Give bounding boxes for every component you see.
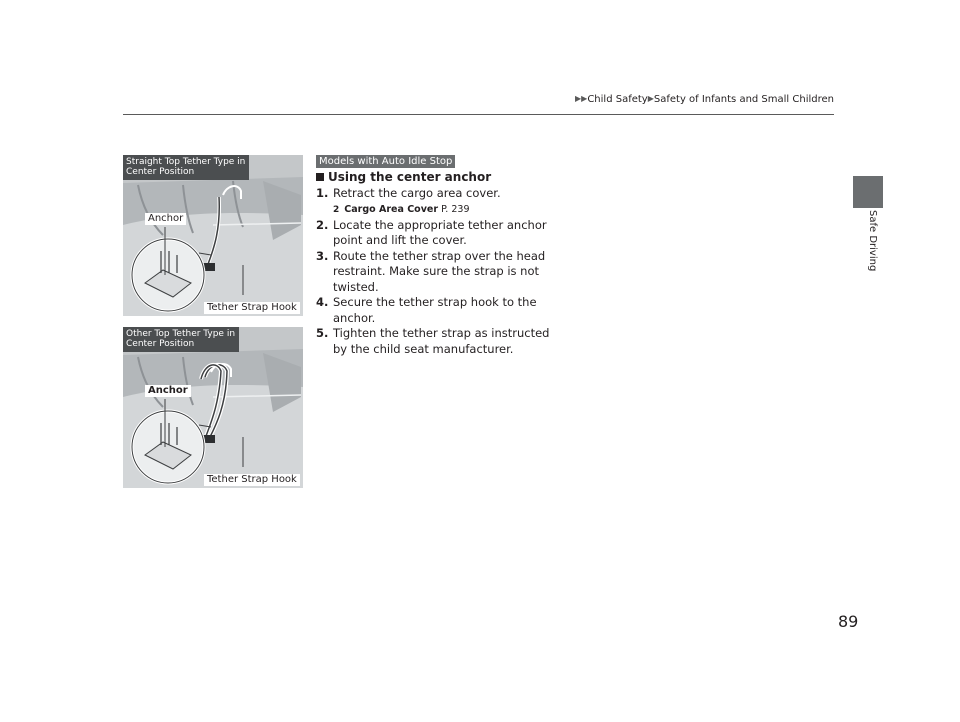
- step-text: Retract the cargo area cover.: [333, 186, 501, 200]
- figure-title-line1: Other Top Tether Type in: [126, 329, 236, 339]
- step-item: [316, 326, 566, 357]
- step-number: 1.: [316, 186, 329, 200]
- tether-strap-hook-label: Tether Strap Hook: [204, 474, 300, 486]
- step-item: [316, 186, 566, 202]
- step-number: 4.: [316, 295, 329, 309]
- breadcrumb-section-link[interactable]: Child Safety: [587, 94, 648, 105]
- step-text: Tighten the tether strap as instructed by the child seat manufacturer.: [333, 326, 550, 356]
- figure-straight-tether: [123, 155, 303, 316]
- step-number: 5.: [316, 326, 329, 340]
- section-heading: [316, 170, 491, 184]
- reference-icon: 2: [333, 204, 340, 215]
- heading-square-icon: [316, 173, 324, 181]
- figure-title-line2: Center Position: [126, 339, 195, 349]
- chapter-tab[interactable]: [853, 176, 883, 208]
- step-item: [316, 218, 566, 249]
- cross-reference-link[interactable]: [316, 202, 566, 218]
- step-text: Secure the tether strap hook to the anchor.: [333, 295, 537, 325]
- step-text: Route the tether strap over the head restraint. Make sure the strap is not twisted.: [333, 248, 546, 294]
- instruction-steps: [316, 186, 566, 357]
- chapter-tab-label: Safe Driving: [867, 210, 878, 272]
- step-item: [316, 249, 566, 296]
- section-heading-text: Using the center anchor: [328, 170, 492, 184]
- tether-strap-hook-label: Tether Strap Hook: [204, 302, 300, 314]
- breadcrumb: [574, 94, 834, 105]
- breadcrumb-separator-icon: ▶: [647, 94, 654, 103]
- model-badge: Models with Auto Idle Stop: [316, 155, 455, 168]
- anchor-label: Anchor: [145, 385, 191, 397]
- breadcrumb-topic-link[interactable]: Safety of Infants and Small Children: [653, 94, 834, 105]
- figure-title-line1: Straight Top Tether Type in: [126, 157, 246, 167]
- header-rule: [123, 114, 834, 115]
- figure-title: [123, 327, 239, 352]
- page-number: 89: [838, 612, 859, 631]
- step-text: Locate the appropriate tether anchor point and lift the cover.: [333, 217, 547, 247]
- figure-other-tether: [123, 327, 303, 488]
- figure-title: [123, 155, 249, 180]
- step-number: 3.: [316, 248, 329, 263]
- breadcrumb-arrow-icon: ▶▶: [575, 94, 588, 103]
- xref-page: P. 239: [441, 203, 470, 215]
- anchor-label: Anchor: [145, 213, 186, 225]
- xref-title: Cargo Area Cover: [344, 203, 439, 215]
- step-item: [316, 295, 566, 326]
- figure-title-line2: Center Position: [126, 167, 195, 177]
- step-number: 2.: [316, 217, 329, 232]
